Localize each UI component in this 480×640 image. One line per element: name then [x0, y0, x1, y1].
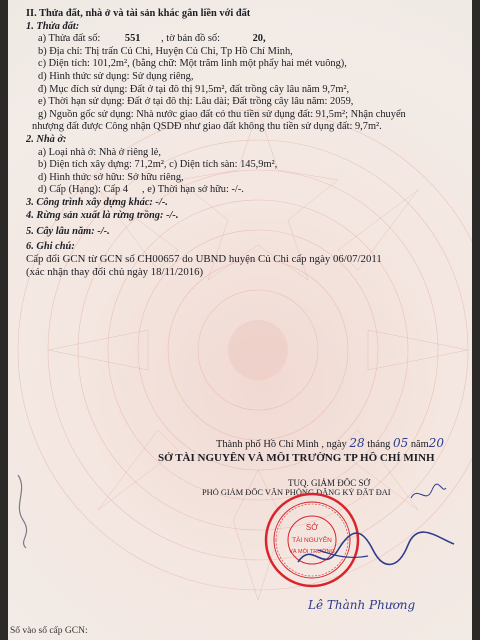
perennial-trees: 5. Cây lâu năm: -/-.	[26, 226, 110, 238]
map-sheet-number: 20,	[252, 33, 266, 45]
issue-month: 05	[392, 436, 409, 450]
issue-date: Thành phố Hồ Chí Minh , ngày 28 tháng 05 năm20	[216, 436, 445, 450]
handwritten-signature	[278, 520, 458, 580]
parcel-number: 551	[124, 33, 141, 45]
registry-number-label: Số vào sổ cấp GCN:	[10, 626, 88, 636]
notes-line-2: (xác nhận thay đổi chủ ngày 18/11/2016)	[26, 265, 204, 278]
section-title: II. Thửa đất, nhà ở và tài sản khác gắn liền với đất	[26, 8, 251, 19]
stamp-text-middle: TÀI NGUYÊN	[292, 537, 332, 544]
certificate-page	[8, 0, 472, 640]
stamp-text-bottom: VÀ MÔI TRƯỜNG	[289, 549, 335, 555]
margin-handwriting	[8, 470, 38, 550]
house-heading: 2. Nhà ở:	[26, 133, 67, 145]
house-ownership: d) Hình thức sở hữu: Sở hữu riêng,	[38, 171, 184, 183]
notes-line-1: Cấp đổi GCN từ GCN số CH00657 do UBND huyện Củ Chi cấp ngày 06/07/2011	[26, 253, 382, 266]
issue-day: 28	[349, 436, 365, 450]
land-origin-cont: nhượng đất được Công nhận QSDĐ như giao đất không thu tiền sử dụng đất: 9,7m².	[32, 121, 382, 133]
land-address: b) Địa chỉ: Thị trấn Củ Chi, Huyện Củ Chi, Tp Hồ Chí Minh,	[38, 45, 293, 57]
land-area: c) Diện tích: 101,2m², (bằng chữ: Một trăm linh một phẩy hai mét vuông),	[38, 58, 347, 70]
land-heading: 1. Thửa đất:	[26, 20, 80, 32]
issue-year: 20	[428, 436, 445, 450]
land-use-form: d) Hình thức sử dụng: Sử dụng riêng,	[38, 70, 194, 82]
notes-heading: 6. Ghi chú:	[26, 240, 75, 252]
certificate-body	[26, 8, 466, 278]
initial-mark	[408, 480, 448, 510]
land-parcel-number: a) Thửa đất số: 551 , tờ bản đồ số: 20,	[38, 33, 266, 45]
stamp-text-top: SỞ	[305, 523, 319, 532]
signer-name: Lê Thành Phương	[308, 598, 416, 612]
land-use-term: e) Thời hạn sử dụng: Đất ở tại đô thị: Lâu dài; Đất trồng cây lâu năm: 2059,	[38, 96, 354, 108]
tuq-director: TUQ. GIÁM ĐỐC SỞ	[288, 478, 371, 488]
production-forest: 4. Rừng sản xuất là rừng trồng: -/-.	[26, 209, 179, 221]
deputy-office-title: PHÓ GIÁM ĐỐC VĂN PHÒNG ĐĂNG KÝ ĐẤT ĐAI	[202, 488, 391, 497]
other-construction: 3. Công trình xây dựng khác: -/-.	[26, 196, 168, 208]
house-type: a) Loại nhà ở: Nhà ở riêng lẻ,	[38, 146, 161, 158]
house-area: b) Diện tích xây dựng: 71,2m², c) Diện tích sàn: 145,9m²,	[38, 159, 278, 171]
house-grade: d) Cấp (Hạng): Cấp 4 , e) Thời hạn sở hữu: -/-.	[38, 184, 244, 196]
land-origin: g) Nguồn gốc sử dụng: Nhà nước giao đất có thu tiền sử dụng đất: 91,5m²; Nhận chuyển	[38, 108, 406, 120]
issuing-agency: SỞ TÀI NGUYÊN VÀ MÔI TRƯỜNG TP HỒ CHÍ MINH	[158, 452, 435, 464]
land-use-purpose: đ) Mục đích sử dụng: Đất ở tại đô thị 91,5m², đất trồng cây lâu năm 9,7m²,	[38, 83, 350, 95]
